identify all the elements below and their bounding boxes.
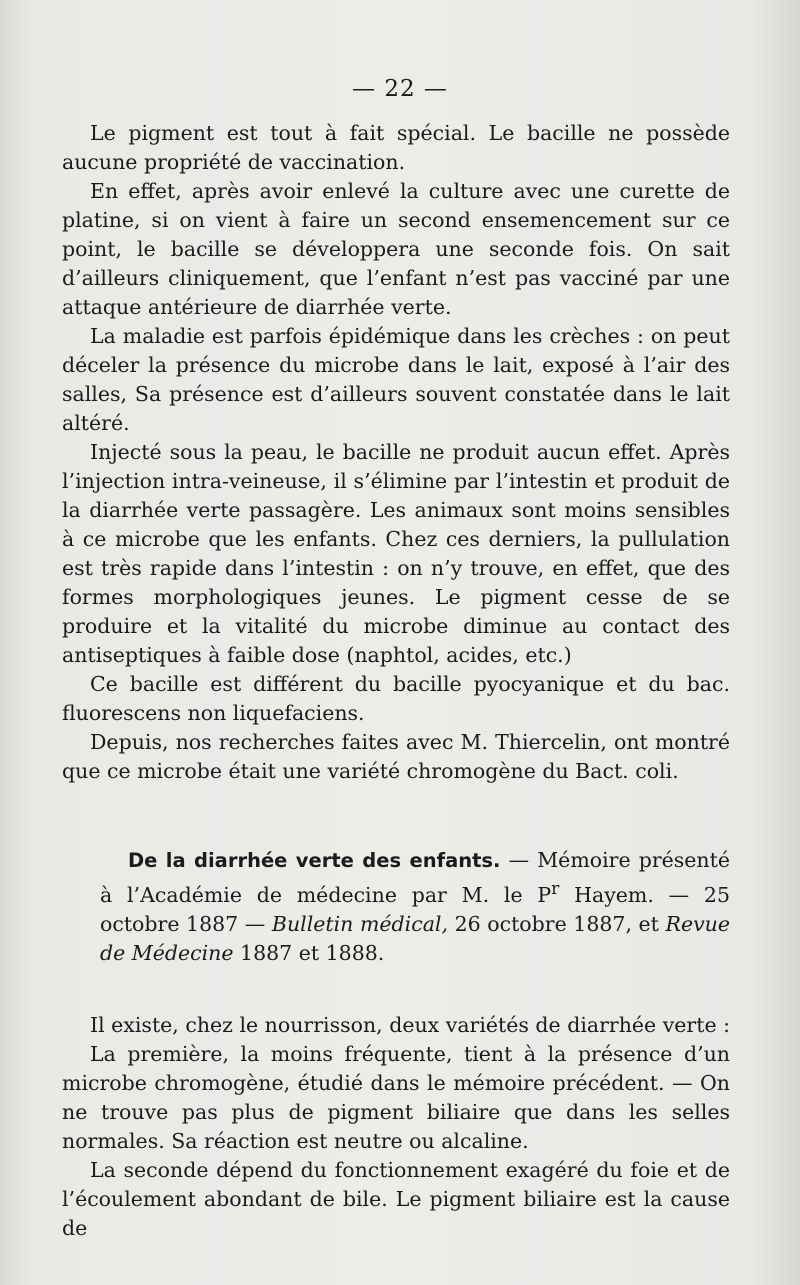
bibliography-entry bbox=[62, 846, 730, 968]
paragraph: La seconde dépend du fonctionnement exagéré du foie et de l’écoulement abondant de bile. Le pigment biliaire est la cause de bbox=[62, 1158, 730, 1240]
paragraph: Depuis, nos recherches faites avec M. Thiercelin, ont montré que ce microbe était une variété chromogène du Bact. coli. bbox=[62, 730, 730, 783]
paragraph: La première, la moins fréquente, tient à la présence d’un microbe chromogène, étudié dans le mémoire précédent. — On ne trouve pas plus de pigment biliaire que dans les selles normales. Sa réaction est neutre ou alcaline. bbox=[62, 1042, 730, 1153]
bibliography-text: 1887 et 1888. bbox=[233, 940, 385, 965]
paragraph: Ce bacille est différent du bacille pyocyanique et du bac. fluorescens non liquefaciens. bbox=[62, 672, 730, 725]
paragraph: Il existe, chez le nourrisson, deux variétés de diarrhée verte : bbox=[90, 1013, 730, 1037]
bibliography-title: De la diarrhée verte des enfants. bbox=[128, 849, 501, 872]
journal-name: Bulletin médical, bbox=[271, 911, 448, 936]
paragraph: En effet, après avoir enlevé la culture avec une curette de platine, si on vient à faire un second ensemencement sur ce point, le bacille se développera une seconde fois. On sait d’ailleurs cliniquement, que l’enfant n’est pas vacciné par une attaque antérieure de diarrhée verte. bbox=[62, 179, 730, 319]
paragraph: Le pigment est tout à fait spécial. Le bacille ne possède aucune propriété de vaccination. bbox=[62, 121, 730, 174]
paragraph: Injecté sous la peau, le bacille ne produit aucun effet. Après l’injection intra-veineuse, il s’élimine par l’intestin et produit de la diarrhée verte passagère. Les animaux sont moins sensibles à ce microbe que les enfants. Chez ces derniers, la pullulation est très rapide dans l’intestin : on n’y trouve, en effet, que des formes morphologiques jeunes. Le pigment cesse de se produire et la vitalité du microbe diminue au contact des antiseptiques à faible dose (naphtol, acides, etc.) bbox=[62, 440, 730, 667]
bibliography-text: — Mémoire présenté à l’Académie de médecine par M. le P bbox=[100, 848, 730, 907]
paragraph: La maladie est parfois épidémique dans les crèches : on peut déceler la présence du microbe dans le lait, exposé à l’air des salles, Sa présence est d’ailleurs souvent constatée dans le lait altéré. bbox=[62, 324, 730, 435]
secondary-text-block bbox=[62, 1011, 730, 1243]
page-number: — 22 — bbox=[352, 76, 448, 102]
bibliography-text: 26 octobre 1887, et bbox=[448, 911, 666, 936]
bibliography-text: Hayem. — 25 octobre 1887 — bbox=[100, 882, 730, 936]
bibliography-superscript: r bbox=[551, 879, 560, 899]
journal-name: Revue de Médecine bbox=[100, 911, 730, 965]
bibliography-paragraph bbox=[62, 846, 730, 968]
main-text-block bbox=[62, 119, 730, 786]
